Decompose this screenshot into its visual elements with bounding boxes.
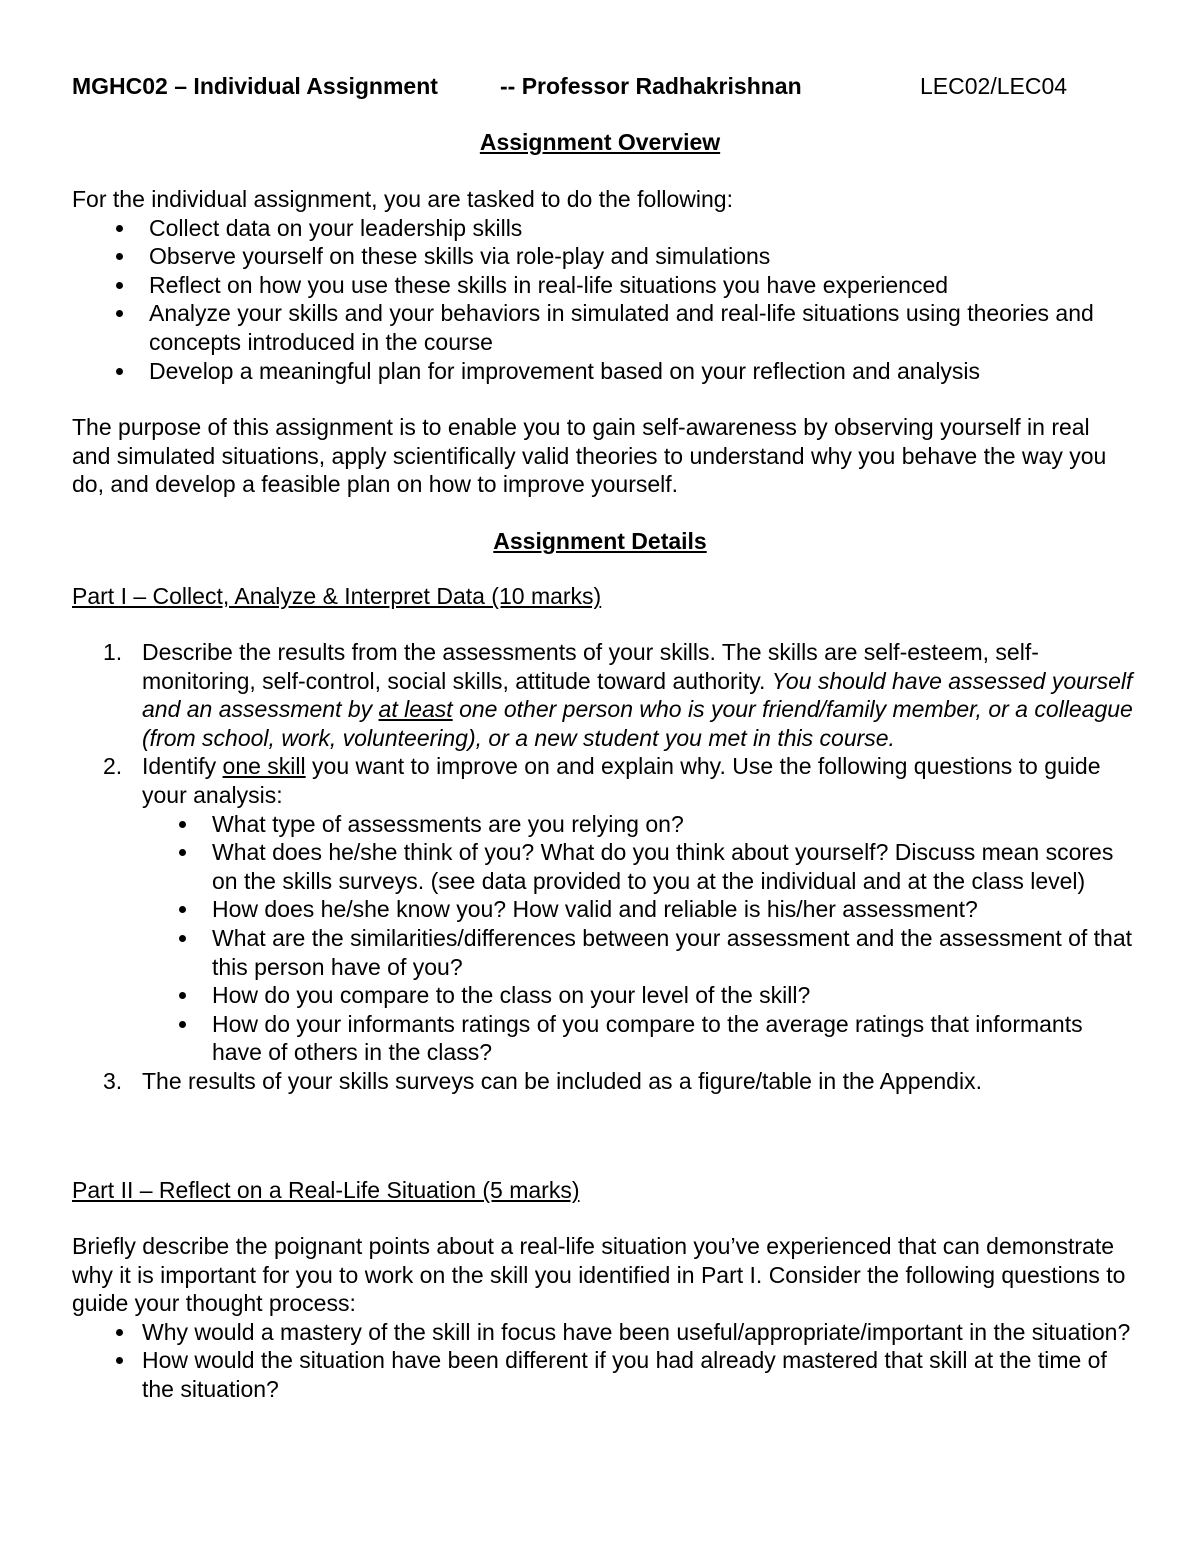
list-item: Collect data on your leadership skills <box>72 214 1172 243</box>
part2-heading: Part II – Reflect on a Real-Life Situation (5 marks) <box>72 1177 580 1203</box>
item-text: Identify <box>142 753 217 780</box>
part2-section <box>72 1232 1132 1404</box>
list-item: Observe yourself on these skills via role-play and simulations <box>72 242 1172 271</box>
details-title: Assignment Details <box>493 528 707 554</box>
emphasis-one-skill: one skill <box>222 753 306 780</box>
part1-item-2 <box>72 752 1137 1067</box>
item-number: 3. <box>103 1067 123 1094</box>
overview-title: Assignment Overview <box>479 129 721 155</box>
list-item: How do your informants ratings of you compare to the average ratings that informants have of others in the class? <box>72 1010 1137 1067</box>
item-number: 2. <box>103 753 123 780</box>
purpose-paragraph: The purpose of this assignment is to enable you to gain self-awareness by observing yourself in real and simulated situations, apply scientifically valid theories to understand why you behave the way you do, and develop a feasible plan on how to improve yourself. <box>72 414 1107 498</box>
item-number: 1. <box>103 639 123 665</box>
overview-list <box>72 214 1172 386</box>
item-text: The results of your skills surveys can be included as a figure/table in the Appendix. <box>142 1067 982 1094</box>
part1-list <box>72 638 1137 1096</box>
list-item: How do you compare to the class on your level of the skill? <box>72 981 1137 1010</box>
list-item: Analyze your skills and your behaviors in simulated and real-life situations using theories and concepts introduced in the course <box>72 299 1172 356</box>
list-item: Develop a meaningful plan for improvement based on your reflection and analysis <box>72 357 1172 386</box>
course-title: MGHC02 – Individual Assignment <box>72 73 438 99</box>
part1-heading: Part I – Collect, Analyze & Interpret Data (10 marks) <box>72 583 602 609</box>
emphasis-at-least: at least <box>378 696 453 723</box>
list-item: How would the situation have been different if you had already mastered that skill at the time of the situation? <box>72 1346 1132 1403</box>
overview-intro: For the individual assignment, you are tasked to do the following: <box>72 186 733 212</box>
item-text: you want to improve on and explain why. Use the following questions to guide your analysis: <box>142 753 1101 808</box>
professor-name: -- Professor Radhakrishnan <box>500 73 802 99</box>
list-item: What does he/she think of you? What do you think about yourself? Discuss mean scores on the skills surveys. (see data provided to you at the individual and at the class level) <box>72 838 1137 895</box>
list-item: Reflect on how you use these skills in real-life situations you have experienced <box>72 271 1172 300</box>
part2-list <box>72 1318 1132 1404</box>
list-item: What are the similarities/differences between your assessment and the assessment of that this person have of you? <box>72 924 1137 981</box>
part1-sublist <box>72 810 1137 1067</box>
part1-item-1 <box>72 638 1137 752</box>
list-item: How does he/she know you? How valid and reliable is his/her assessment? <box>72 895 1137 924</box>
item-italic-text: one other person who is your friend/family member, or a colleague (from school, work, volunteering), or a new student you met in this course. <box>142 696 1133 751</box>
section-codes: LEC02/LEC04 <box>920 73 1068 99</box>
overview-section <box>72 185 1172 385</box>
item-text: Describe the results from the assessments of your skills. The skills are self-esteem, self-monitoring, self-control, social skills, attitude toward authority. <box>142 639 1039 694</box>
list-item: Why would a mastery of the skill in focus have been useful/appropriate/important in the situation? <box>72 1318 1132 1347</box>
part2-paragraph: Briefly describe the poignant points about a real-life situation you’ve experienced that can demonstrate why it is important for you to work on the skill you identified in Part I. Consider the following questions to guide your thought process: <box>72 1233 1126 1317</box>
item-italic-text: You should have assessed yourself and an assessment by <box>142 667 1133 723</box>
part1-item-3 <box>72 1067 1137 1096</box>
list-item: What type of assessments are you relying on? <box>72 810 1137 839</box>
